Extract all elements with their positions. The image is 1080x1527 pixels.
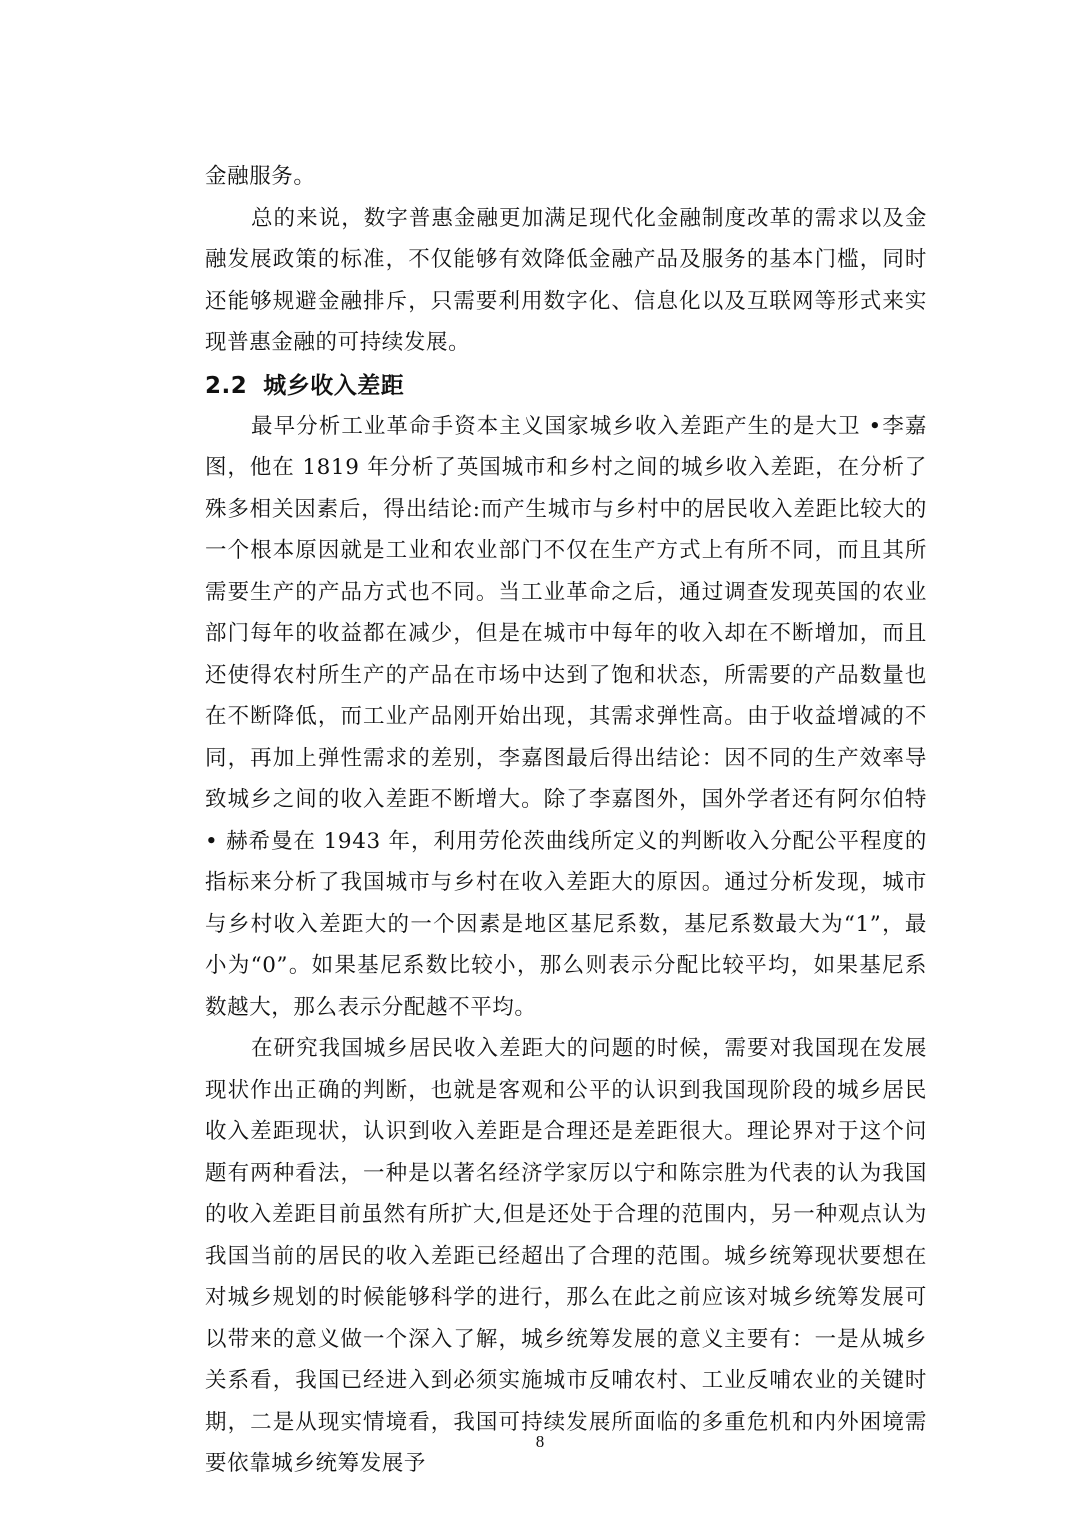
paragraph-research: 在研究我国城乡居民收入差距大的问题的时候，需要对我国现在发展现状作出正确的判断，也就是客观和公平的认识到我国现阶段的城乡居民收入差距现状，认识到收入差距是合理还是差距很大。理论界对于这个问题有两种看法，一种是以著名经济学家厉以宁和陈宗胜为代表的认为我国的收入差距目前虽然有所扩大,但是还处于合理的范围内，另一种观点认为我国当前的居民的收入差距已经超出了合理的范围。城乡统筹现状要想在对城乡规划的时候能够科学的进行，那么在此之前应该对城乡统筹发展可以带来的意义做一个深入了解，城乡统筹发展的意义主要有：一是从城乡关系看，我国已经进入到必须实施城市反哺农村、工业反哺农业的关键时期，二是从现实情境看，我国可持续发展所面临的多重危机和内外困境需要依靠城乡统筹发展予 — [205, 1036, 927, 1476]
paragraph-summary: 总的来说，数字普惠金融更加满足现代化金融制度改革的需求以及金融发展政策的标准，不仅能够有效降低金融产品及服务的基本门槛，同时还能够规避金融排斥，只需要利用数字化、信息化以及互联网等形式来实现普惠金融的可持续发展。 — [205, 205, 927, 355]
paragraph-continuation: 金融服务。 — [205, 164, 316, 189]
page-number: 8 — [535, 1432, 545, 1451]
section-number: 2.2 — [205, 372, 248, 399]
page-body — [205, 156, 927, 1485]
section-title: 城乡收入差距 — [263, 372, 405, 399]
section-heading — [205, 366, 927, 406]
paragraph-ricardo: 最早分析工业革命手资本主义国家城乡收入差距产生的是大卫 •李嘉图，他在 1819 年分析了英国城市和乡村之间的城乡收入差距，在分析了殊多相关因素后，得出结论:而产生城市与乡村中的居民收入差距比较大的一个根本原因就是工业和农业部门不仅在生产方式上有所不同，而且其所需要生产的产品方式也不同。当工业革命之后，通过调查发现英国的农业部门每年的收益都在减少，但是在城市中每年的收入却在不断增加，而且还使得农村所生产的产品在市场中达到了饱和状态，所需要的产品数量也在不断降低，而工业产品刚开始出现，其需求弹性高。由于收益增减的不同，再加上弹性需求的差别，李嘉图最后得出结论：因不同的生产效率导致城乡之间的收入差距不断增大。除了李嘉图外，国外学者还有阿尔伯特 • 赫希曼在 1943 年，利用劳伦茨曲线所定义的判断收入分配公平程度的指标来分析了我国城市与乡村在收入差距大的原因。通过分析发现，城市与乡村收入差距大的一个因素是地区基尼系数，基尼系数最大为“1”，最小为“0”。如果基尼系数比较小，那么则表示分配比较平均，如果基尼系数越大，那么表示分配越不平均。 — [205, 413, 927, 1020]
